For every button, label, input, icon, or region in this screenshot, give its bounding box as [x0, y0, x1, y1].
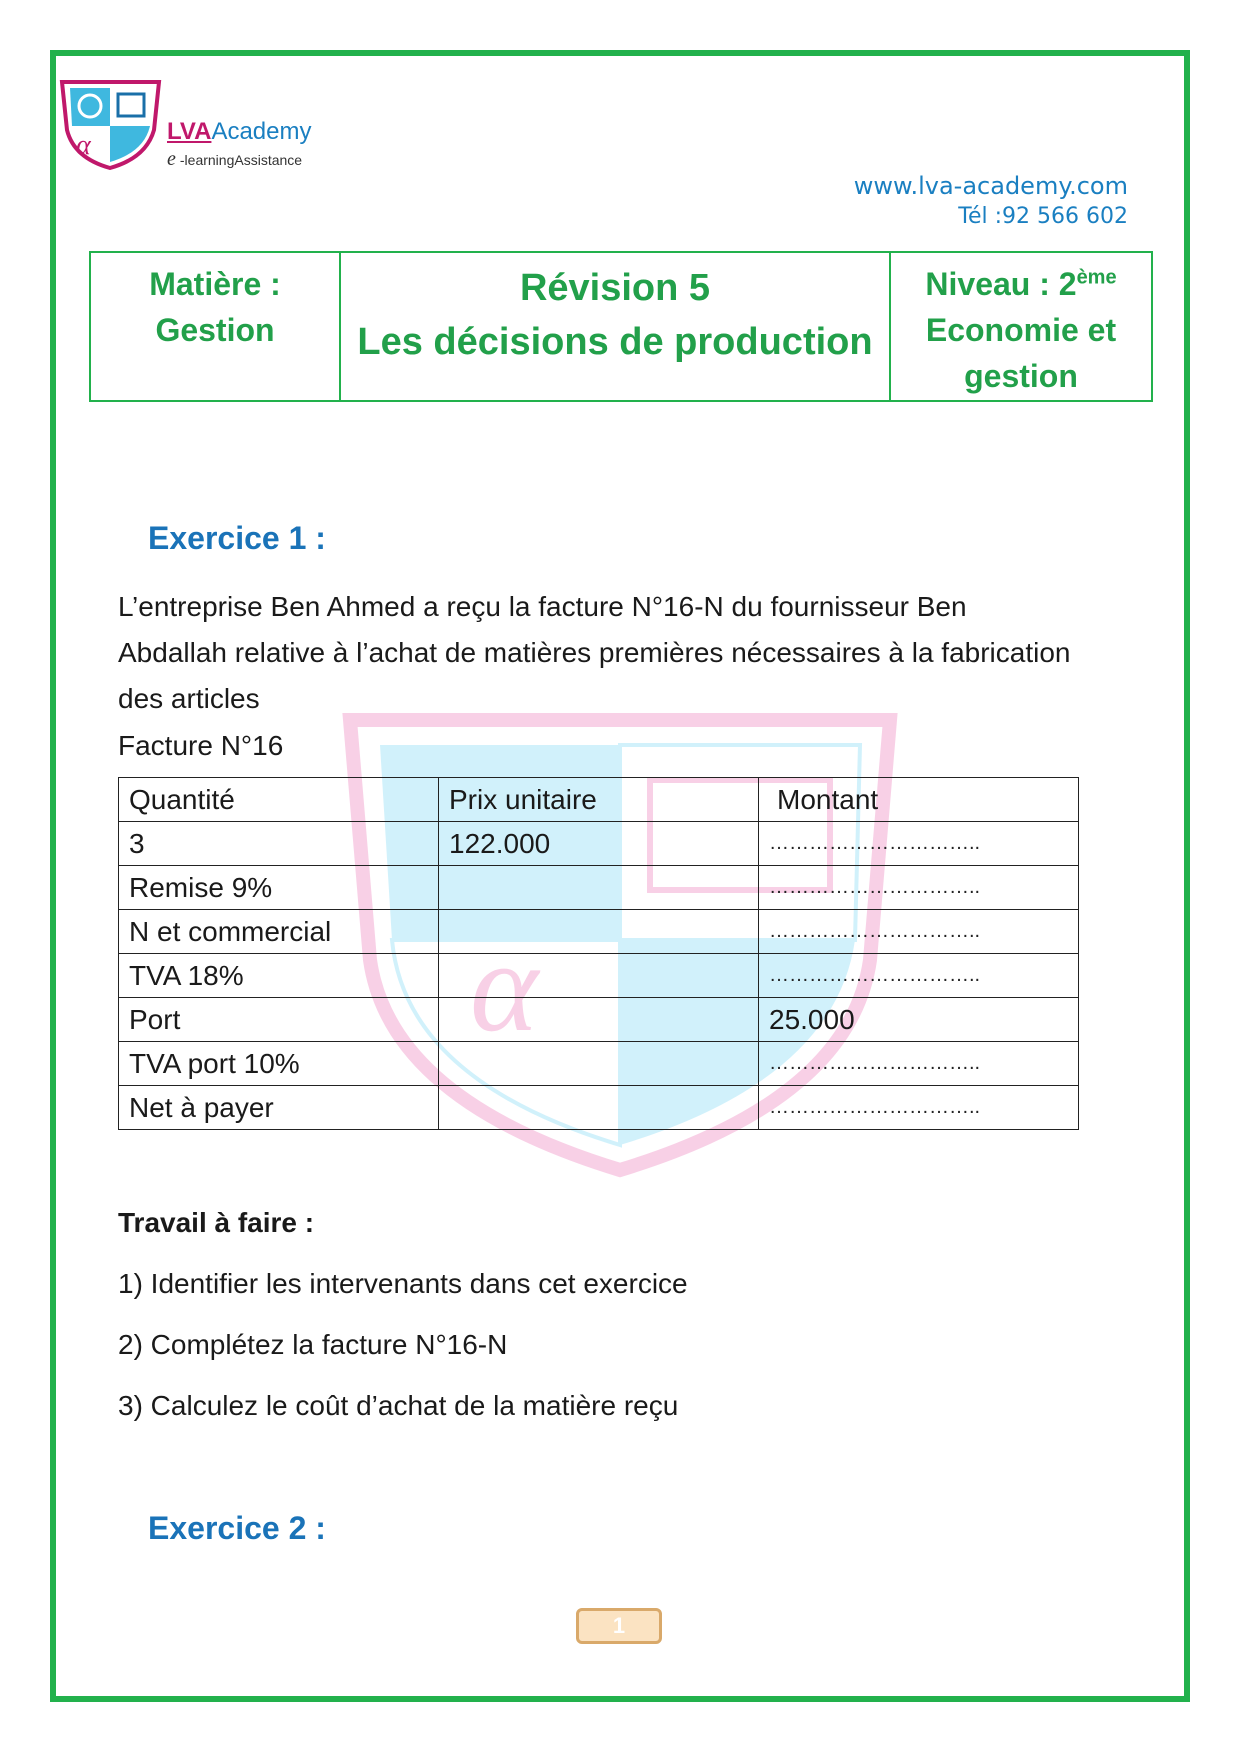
- header-level-line2: Economie et: [925, 312, 1117, 348]
- table-row: [119, 1086, 1079, 1130]
- task-item: 2) Complétez la facture N°16-N: [118, 1329, 508, 1360]
- invoice-header-cell: Prix unitaire: [439, 778, 759, 822]
- header-level-line3: gestion: [964, 358, 1078, 394]
- brand-tag-rest: -learningAssistance: [179, 152, 303, 168]
- brand-block: [167, 118, 311, 171]
- header-title-topic: Les décisions de production: [357, 321, 873, 363]
- invoice-cell: [439, 954, 759, 998]
- table-row: [119, 910, 1079, 954]
- invoice-cell-blank[interactable]: …………………………..: [759, 910, 1079, 954]
- header-table: [89, 251, 1153, 402]
- invoice-cell: TVA 18%: [119, 954, 439, 998]
- brand-name-suffix: Academy: [211, 118, 312, 145]
- exercise-1-paragraph: L’entreprise Ben Ahmed a reçu la facture N°16-N du fournisseur Ben Abdallah relative à l’achat de matières premières nécessaires à la fabrication des articles: [118, 591, 1071, 714]
- task-item: 1) Identifier les intervenants dans cet exercice: [118, 1268, 688, 1299]
- invoice-header-cell: Montant: [759, 778, 1079, 822]
- invoice-cell: Net à payer: [119, 1086, 439, 1130]
- invoice-header-cell: Quantité: [119, 778, 439, 822]
- brand-tag-e: e: [167, 148, 176, 170]
- exercise-2-title: Exercice 2 :: [148, 1510, 326, 1546]
- invoice-cell: TVA port 10%: [119, 1042, 439, 1086]
- invoice-cell: [439, 910, 759, 954]
- header-level-line1: [892, 261, 1150, 307]
- invoice-cell: [439, 998, 759, 1042]
- header-subject: [90, 252, 340, 401]
- invoice-cell: [439, 866, 759, 910]
- svg-text:α: α: [470, 915, 539, 1059]
- table-row: [119, 866, 1079, 910]
- header-level-label: Niveau : 2: [925, 266, 1077, 302]
- exercise-1-title: Exercice 1 :: [148, 520, 326, 556]
- header-level-sup: ème: [1076, 266, 1117, 289]
- header-title-revision: Révision 5: [519, 267, 711, 309]
- header-subject-label: Matière :: [149, 266, 281, 302]
- facture-label: Facture N°16: [118, 730, 284, 761]
- svg-text:α: α: [76, 130, 91, 161]
- phone-number: Tél :92 566 602: [958, 204, 1128, 229]
- invoice-cell-blank[interactable]: …………………………..: [759, 954, 1079, 998]
- invoice-cell: Port: [119, 998, 439, 1042]
- website-link[interactable]: www.lva-academy.com: [853, 172, 1128, 200]
- brand-name-prefix: LVA: [167, 118, 212, 145]
- brand-tagline: [167, 148, 311, 171]
- header-level: [890, 252, 1152, 401]
- lva-academy-logo-icon: [58, 78, 163, 170]
- invoice-cell: [439, 1042, 759, 1086]
- invoice-cell: 122.000: [439, 822, 759, 866]
- table-row: [119, 954, 1079, 998]
- table-row: [119, 1042, 1079, 1086]
- invoice-header-row: [119, 778, 1079, 822]
- table-row: [119, 822, 1079, 866]
- invoice-cell: N et commercial: [119, 910, 439, 954]
- invoice-cell: 3: [119, 822, 439, 866]
- header-subject-value: Gestion: [155, 312, 275, 348]
- invoice-cell-blank[interactable]: …………………………..: [759, 866, 1079, 910]
- header-title: [340, 252, 890, 401]
- invoice-cell-blank[interactable]: …………………………..: [759, 1086, 1079, 1130]
- invoice-cell-blank[interactable]: …………………………..: [759, 822, 1079, 866]
- invoice-cell-blank[interactable]: …………………………..: [759, 1042, 1079, 1086]
- invoice-table: [118, 777, 1079, 1130]
- work-title: Travail à faire :: [118, 1207, 315, 1238]
- invoice-cell: Remise 9%: [119, 866, 439, 910]
- invoice-cell: [439, 1086, 759, 1130]
- task-item: 3) Calculez le coût d’achat de la matière reçu: [118, 1390, 679, 1421]
- invoice-cell: 25.000: [759, 998, 1079, 1042]
- contact-block: [854, 172, 1128, 229]
- table-row: [119, 998, 1079, 1042]
- page-number-badge: 1: [576, 1608, 662, 1644]
- brand-name: [167, 118, 311, 146]
